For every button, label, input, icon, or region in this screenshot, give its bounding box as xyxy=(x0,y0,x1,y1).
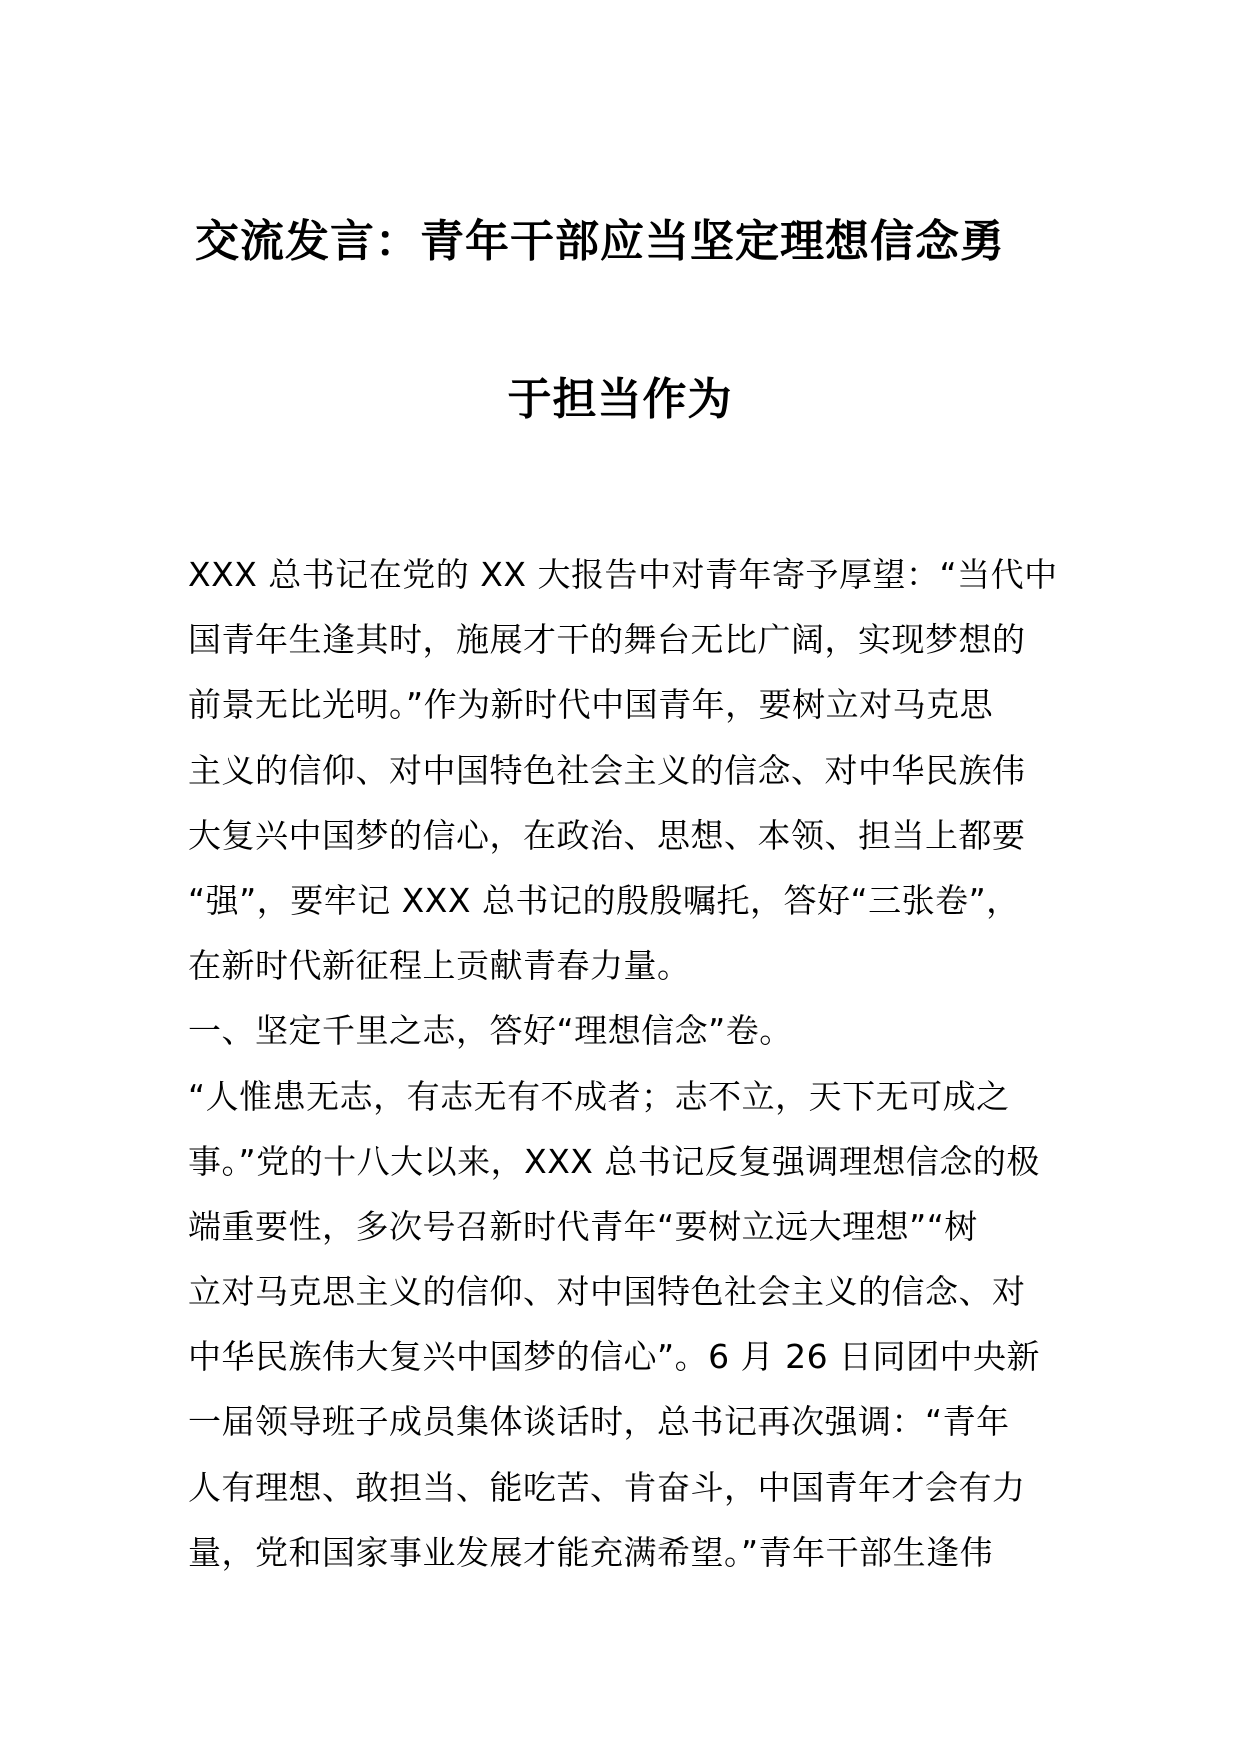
body-line: 国青年生逢其时，施展才干的舞台无比广阔，实现梦想的 xyxy=(188,620,1026,660)
body-line: “强”，要牢记 XXX 总书记的殷殷嘱托，答好“三张卷”， xyxy=(188,880,1020,920)
body-line: 立对马克思主义的信仰、对中国特色社会主义的信念、对 xyxy=(188,1272,1026,1312)
section-heading: 一、坚定千里之志，答好“理想信念”卷。 xyxy=(188,1011,793,1051)
document-body xyxy=(188,542,1068,1585)
document-title-line-2: 于担当作为 xyxy=(507,374,733,425)
document-title-line-1: 交流发言：青年干部应当坚定理想信念勇 xyxy=(195,216,1005,267)
body-line: 人有理想、敢担当、能吃苦、肯奋斗，中国青年才会有力 xyxy=(188,1467,1026,1507)
body-line: 大复兴中国梦的信心，在政治、思想、本领、担当上都要 xyxy=(188,815,1026,855)
body-line: 端重要性，多次号召新时代青年“要树立远大理想”“树 xyxy=(188,1206,978,1246)
body-line: 在新时代新征程上贡献青春力量。 xyxy=(188,946,691,986)
body-line: 前景无比光明。”作为新时代中国青年，要树立对马克思 xyxy=(188,685,994,725)
body-line: 一届领导班子成员集体谈话时，总书记再次强调：“青年 xyxy=(188,1402,1010,1442)
body-line: “人惟患无志，有志无有不成者；志不立，天下无可成之 xyxy=(188,1076,1010,1116)
body-line: 事。”党的十八大以来，XXX 总书记反复强调理想信念的极 xyxy=(188,1141,1040,1181)
body-line: 量，党和国家事业发展才能充满希望。”青年干部生逢伟 xyxy=(188,1532,994,1572)
body-line: 中华民族伟大复兴中国梦的信心”。6 月 26 日同团中央新 xyxy=(188,1337,1041,1377)
body-line: XXX 总书记在党的 XX 大报告中对青年寄予厚望：“当代中 xyxy=(188,555,1058,594)
body-line: 主义的信仰、对中国特色社会主义的信念、对中华民族伟 xyxy=(188,750,1026,790)
